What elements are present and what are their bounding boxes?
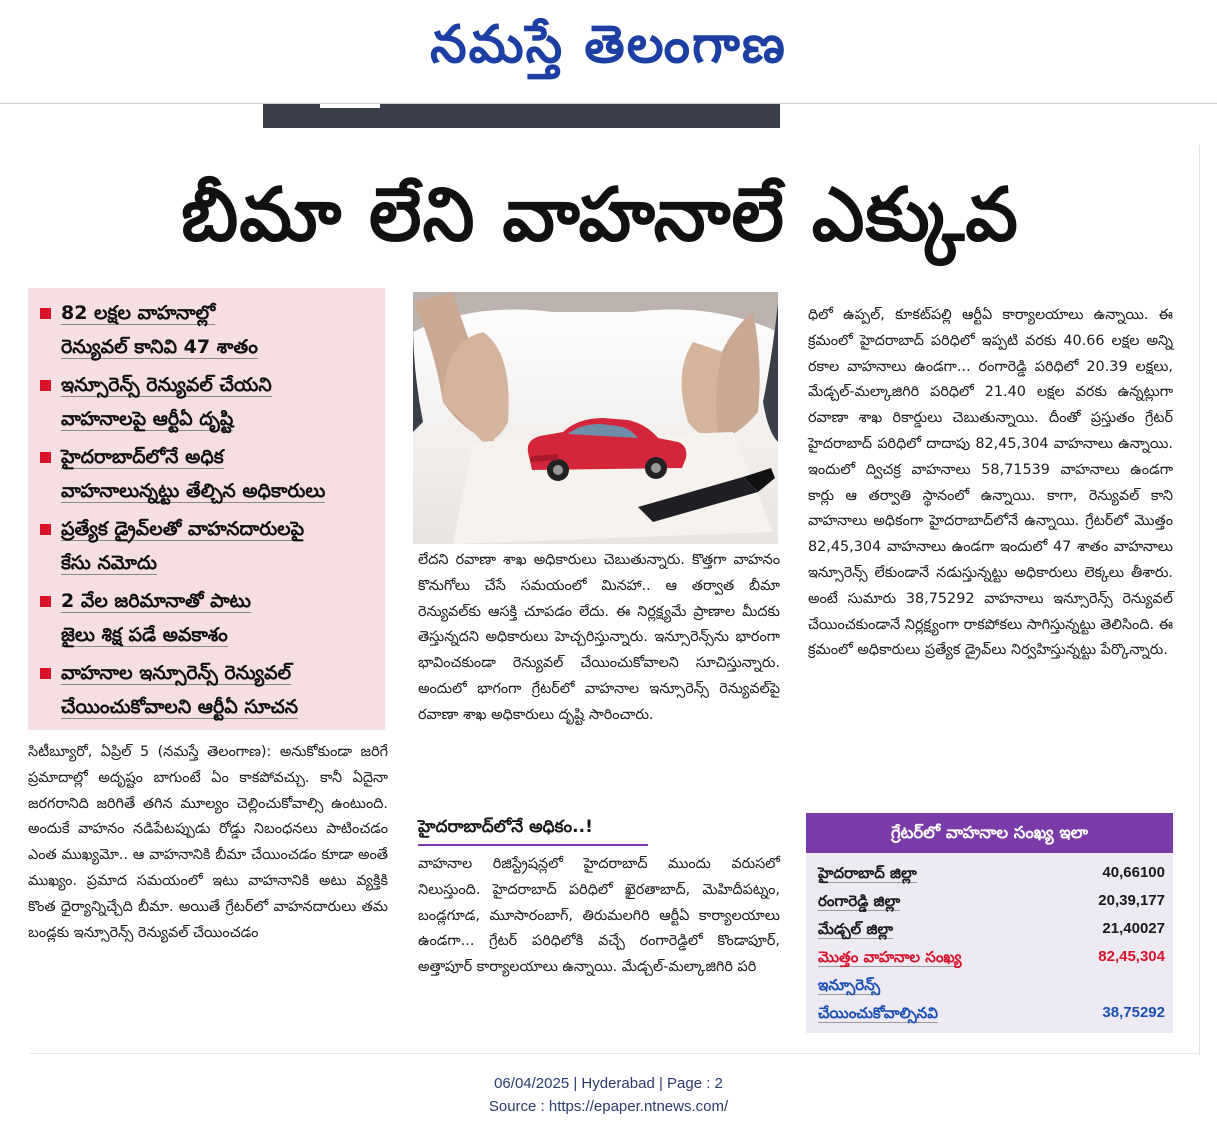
footer-meta: 06/04/2025 | Hyderabad | Page : 2 [494,1075,723,1092]
masthead-bar-notch [320,104,380,108]
vehicle-count-table [806,813,1173,1033]
row-value: 21,40027 [1102,920,1165,937]
total-value: 82,45,304 [1098,948,1165,965]
highlight-item [38,656,375,724]
page-bottom-rule [30,1053,1200,1054]
row-label: హైదరాబాద్ జిల్లా [818,864,917,882]
highlight-item [38,368,375,436]
bullet-icon [40,596,51,607]
insured-value: 38,75292 [1102,1004,1165,1021]
highlight-line: ప్రత్యేక డ్రైవ్‌లతో వాహనదారులపై [61,518,305,540]
article-column-1: సిటీబ్యూరో, ఏప్రిల్ 5 (నమస్తే తెలంగాణ): అనుకోకుండా జరిగే ప్రమాదాల్లో అదృష్టం బాగుంటే ఏం కాకపోవచ్చు. కానీ ఏదైనా జరగరానిది జరిగితే తగిన మూల్యం చెల్లించుకోవాల్సి ఉంటుంది. అందుకే వాహనం నడిపేటప్పుడు రోడ్డు నిబంధనలు పాటించడం ఎంత ముఖ్యమో.. ఆ వాహనానికి బీమా చేయించడం కూడా అంతే ముఖ్యం. ప్రమాద సమయంలో ఇటు వాహనానికి అటు వ్యక్తికి కొంత ధైర్యాన్నిచ్చేది బీమా. అయితే గ్రేటర్‌లో వాహనదారులు తమ బండ్లకు ఇన్సూరెన్స్ రెన్యువల్ చేయించడం [28,744,388,941]
highlight-line: హైదరాబాద్‌లోనే అధిక [61,446,224,468]
masthead [0,0,1217,130]
table-row [806,887,1173,915]
table-row-total [806,943,1173,971]
highlight-line: వాహనాల ఇన్సూరెన్స్ రెన్యువల్ [61,662,292,684]
row-label: రంగారెడ్డి జిల్లా [818,892,901,910]
highlight-line: 82 లక్షల వాహనాల్లో [61,302,216,324]
bullet-icon [40,524,51,535]
bullet-icon [40,308,51,319]
total-label: మొత్తం వాహనాల సంఖ్య [818,948,962,966]
highlight-item [38,512,375,580]
highlight-line: రెన్యువల్ కానివి 47 శాతం [61,336,258,358]
row-label: మేడ్చల్ జిల్లా [818,920,894,938]
highlight-line: వాహనాలపై ఆర్టీఏ దృష్టి [61,408,234,430]
highlight-item [38,296,375,364]
highlights-box [28,288,385,730]
highlight-line: జైలు శిక్ష పడే అవకాశం [61,624,228,646]
insured-label-line2: చేయించుకోవాల్సినవి [818,1004,938,1022]
row-value: 20,39,177 [1098,892,1165,909]
highlight-line: ఇన్సూరెన్స్ రెన్యువల్ చేయని [61,374,272,396]
highlight-item [38,584,375,652]
highlight-line: చేయించుకోవాలని ఆర్టీఏ సూచన [61,696,299,718]
table-row-insured-cont [806,999,1173,1027]
table-title: గ్రేటర్‌లో వాహనాల సంఖ్య ఇలా [806,813,1173,853]
highlight-line: వాహనాలున్నట్టు తేల్చిన అధికారులు [61,480,326,502]
bullet-icon [40,380,51,391]
highlight-line: కేసు నమోదు [61,552,157,574]
table-row [806,915,1173,943]
article-column-2: లేదని రవాణా శాఖ అధికారులు చెబుతున్నారు. కొత్తగా వాహనం కొనుగోలు చేసే సమయంలో మినహా.. ఆ తర్వాత బీమా రెన్యువల్‌కు ఆసక్తి చూపడం లేదు. ఈ నిర్లక్ష్యమే ప్రాణాల మీదకు తెస్తున్నదని అధికారులు హెచ్చరిస్తున్నారు. ఇన్సూరెన్స్‌ను భారంగా భావించకుండా రెన్యువల్ చేయించుకోవాలని సూచిస్తున్నారు. అందులో భాగంగా గ్రేటర్‌లో వాహనాల ఇన్సూరెన్స్ రెన్యువల్‌పై రవాణా శాఖ అధికారులు దృష్టి సారించారు. [418,552,780,723]
table-row-insured [806,971,1173,999]
row-value: 40,66100 [1102,864,1165,881]
footer-source[interactable]: Source : https://epaper.ntnews.com/ [488,1098,729,1115]
section-subhead: హైదరాబాద్‌లోనే అధికం..! [418,814,648,846]
table-row [806,859,1173,887]
highlight-item [38,440,375,508]
newspaper-logo: నమస్తే తెలంగాణ [430,14,787,75]
footer [0,1072,1217,1118]
car-insurance-photo [413,292,778,544]
bullet-icon [40,452,51,463]
headline: బీమా లేని వాహనాలే ఎక్కువ [181,172,1019,258]
insured-label-line1: ఇన్సూరెన్స్ [818,976,881,994]
article-column-3: ధిలో ఉప్పల్, కూకట్‌పల్లి ఆర్టీఏ కార్యాలయాలు ఉన్నాయి. ఈ క్రమంలో హైదరాబాద్ పరిధిలో ఇప్పటి వరకు 40.66 లక్షల అన్ని రకాల వాహనాలు ఉండగా... రంగారెడ్డి పరిధిలో 20.39 లక్షలు, మేడ్చల్-మల్కాజిగిరి పరిధిలో 21.40 లక్షల వరకు ఉన్నట్లుగా రవాణా శాఖ రికార్డులు చెబుతున్నాయి. దీంతో ప్రస్తుతం గ్రేటర్ హైదరాబాద్ పరిధిలో దాదాపు 82,45,304 వాహనాలు ఉన్నాయి. ఇందులో ద్విచక్ర వాహనాలు 58,71539 వాహనాలు ఉండగా కార్లు ఆ తర్వాతి స్థానంలో ఉన్నాయి. కాగా, రెన్యువల్ కాని వాహనాలు అధికంగా హైదరాబాద్‌లోనే ఉన్నాయి. గ్రేటర్‌లో మొత్తం 82,45,304 వాహనాలు ఉండగా ఇందులో 47 శాతం వాహనాలు ఇన్సూరెన్స్ లేకుండానే నడుస్తున్నట్టు అధికారులు లెక్కలు తీశారు. అంటే సుమారు 38,75292 వాహనాలు ఇన్సూరెన్స్ రెన్యువల్ చేయించకుండానే నిర్లక్ష్యంగా రాకపోకలు సాగిస్తున్నట్టు తెలిసింది. ఈ క్రమంలో అధికారులు ప్రత్యేక డ్రైవ్‌లు నిర్వహిస్తున్నట్టు పేర్కొన్నారు. [808,307,1173,659]
highlight-line: 2 వేల జరిమానాతో పాటు [61,590,251,612]
bullet-icon [40,668,51,679]
article-column-2-continued: వాహనాల రిజిస్ట్రేషన్లలో హైదరాబాద్ ముందు వరుసలో నిలుస్తుంది. హైదరాబాద్ పరిధిలో ఖైరతాబాద్, మెహిదీపట్నం, బండ్లగూడ, మూసారంబాగ్, తిరుమలగిరి ఆర్టీఏ కార్యాలయాలు ఉండగా... గ్రేటర్ పరిధిలోకి వచ్చే రంగారెడ్డిలో కొండాపూర్, అత్తాపూర్ కార్యాలయాలు ఉన్నాయి. మేడ్చల్-మల్కాజిగిరి పరి [418,856,780,976]
